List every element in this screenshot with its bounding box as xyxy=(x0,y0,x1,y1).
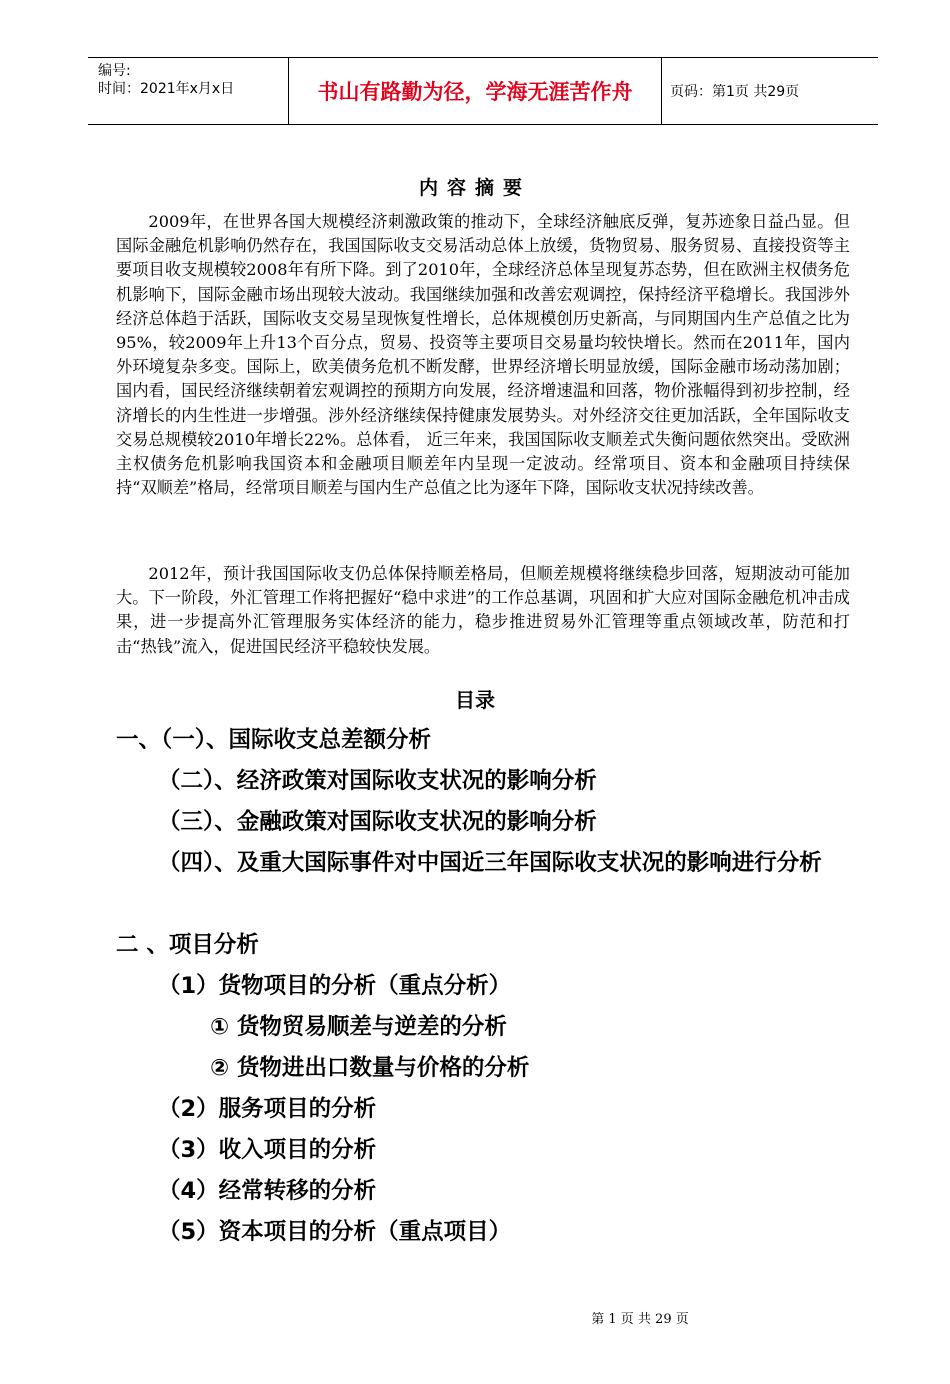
toc-item-11: （4）经常转移的分析 xyxy=(158,1178,377,1204)
toc-item-4: （四）、及重大国际事件对中国近三年国际收支状况的影响进行分析 xyxy=(158,850,822,876)
page-footer: 第 1 页 共 29 页 xyxy=(591,1312,689,1327)
toc-item-2: （二）、经济政策对国际收支状况的影响分析 xyxy=(158,768,597,794)
toc-item-9: （2）服务项目的分析 xyxy=(158,1096,377,1122)
toc-item-3: （三）、金融政策对国际收支状况的影响分析 xyxy=(158,809,597,835)
header-motto: 书山有路勤为径，学海无涯苦作舟 xyxy=(288,58,662,124)
header-page-info: 页码：第1页 共29页 xyxy=(670,84,800,100)
toc-item-7: ① 货物贸易顺差与逆差的分析 xyxy=(210,1014,507,1040)
number-label: 编号: xyxy=(98,63,131,79)
page-header xyxy=(88,57,878,125)
header-meta xyxy=(88,58,288,124)
toc-item-5: 二 、项目分析 xyxy=(116,932,259,958)
abstract-paragraph-2: 2012年，预计我国国际收支仍总体保持顺差格局，但顺差规模将继续稳步回落，短期波动可能加大。下一阶段，外汇管理工作将把握好“稳中求进”的工作总基调，巩固和扩大应对国际金融危机冲击成果，进一步提高外汇管理服务实体经济的能力，稳步推进贸易外汇管理等重点领域改革，防范和打击“热钱”流入，促进国民经济平稳较快发展。 xyxy=(116,564,850,656)
toc-item-6: （1）货物项目的分析（重点分析） xyxy=(158,973,512,999)
toc-title: 目录 xyxy=(455,688,495,712)
abstract-paragraph-1: 2009年，在世界各国大规模经济刺激政策的推动下，全球经济触底反弹，复苏迹象日益凸显。但国际金融危机影响仍然存在，我国国际收支交易活动总体上放缓，货物贸易、服务贸易、直接投资等主要项目收支规模较2008年有所下降。到了2010年，全球经济总体呈现复苏态势，但在欧洲主权债务危机影响下，国际金融市场出现较大波动。我国继续加强和改善宏观调控，保持经济平稳增长。我国涉外经济总体趋于活跃，国际收支交易呈现恢复性增长，总体规模创历史新高，与同期国内生产总值之比为95%，较2009年上升13个百分点，贸易、投资等主要项目交易量均较快增长。然而在2011年，国内外环境复杂多变。国际上，欧美债务危机不断发酵，世界经济增长明显放缓，国际金融市场动荡加剧；国内看，国民经济继续朝着宏观调控的预期方向发展，经济增速温和回落，物价涨幅得到初步控制，经济增长的内生性进一步增强。涉外经济继续保持健康发展势头。对外经济交往更加活跃，全年国际收支交易总规模较2010年增长22%。总体看， 近三年来，我国国际收支顺差式失衡问题依然突出。受欧洲主权债务危机影响我国资本和金融项目顺差年内呈现一定波动。经常项目、资本和金融项目持续保持“双顺差”格局，经常项目顺差与国内生产总值之比为逐年下降，国际收支状况持续改善。 xyxy=(116,212,850,498)
toc-item-12: （5）资本项目的分析（重点项目） xyxy=(158,1219,512,1245)
toc-item-10: （3）收入项目的分析 xyxy=(158,1137,377,1163)
abstract-title: 内容摘要 xyxy=(418,177,531,199)
toc-item-8: ② 货物进出口数量与价格的分析 xyxy=(210,1055,530,1081)
time-label: 时间：2021年x月x日 xyxy=(98,81,235,97)
toc-item-1: 一、（一）、国际收支总差额分析 xyxy=(116,727,432,753)
